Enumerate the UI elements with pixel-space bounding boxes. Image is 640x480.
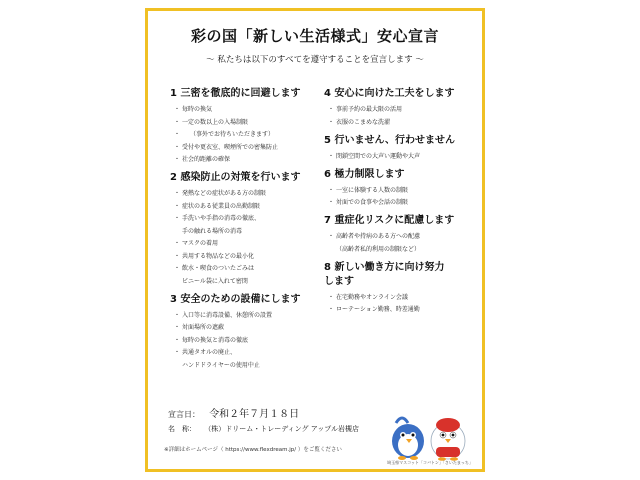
section-4 [324, 87, 474, 127]
list-item-continued: （事外でお待ちいただきます） [190, 131, 275, 138]
list-item: ・ 対面場所の遮蔽 [170, 323, 320, 332]
list-item: ・ 一室に体験する人数の制限 [324, 186, 474, 195]
list-item: ・ 一定の数以上の入場制限 [170, 118, 320, 127]
list-item: ・ 衣服のこまめな洗濯 [324, 118, 474, 127]
list-item: ・ 事前予約の最大限の活用 [324, 105, 474, 114]
list-item: ・ 症状のある従業員の出勤制限 [170, 202, 320, 211]
poster-subtitle: ～ 私たちは以下のすべてを遵守することを宣言します ～ [206, 55, 424, 65]
date-label: 宣言日： [168, 410, 200, 419]
section-5 [324, 134, 474, 161]
declaration-date [168, 405, 299, 420]
mascot-icon [382, 411, 478, 461]
list-item: ・ 飲水・喫食のついたごみは [170, 264, 320, 273]
list-item: ・ 毎時の換気 [170, 105, 320, 114]
list-item: （高齢者私的利用の制限など） [336, 245, 421, 253]
section-title: 4 安心に向けた工夫をします [324, 88, 455, 99]
list-item: ・ マスクの着用 [170, 239, 320, 248]
section-1 [170, 87, 320, 164]
list-item: ・ 閉鎖空間での大声い運動や大声 [324, 152, 474, 161]
section-title: 3 安全のための設備にします [170, 293, 301, 305]
right-column [324, 87, 474, 321]
list-item: ・ 高齢者や持病のある方への配慮 [324, 232, 474, 241]
homepage-note: ※詳細はホームページ（ https://www.flexdream.jp/ ）をご覧ください [164, 447, 342, 453]
section-title: 1 三密を徹底的に回避します [170, 88, 301, 99]
list-item: ・ 受付や更衣室、喫煙所での密集防止 [170, 143, 320, 152]
date-value: 令和２年７月１８日 [209, 409, 300, 420]
left-column [170, 87, 320, 377]
list-item: ・ 社会的距離の確保 [170, 155, 320, 164]
list-item: ・ 発熱などの症状がある方の制限 [170, 189, 320, 198]
name-label: 名 称： [168, 425, 196, 433]
section-8 [324, 261, 474, 315]
list-item: ・ 手洗いや手指の消毒の徹底、 [170, 214, 320, 223]
section-7 [324, 214, 474, 254]
section-title: 8 新しい働き方に向け努力します [324, 261, 445, 287]
list-item: ・ 在宅勤務やオンライン会議 [324, 293, 474, 302]
list-item [170, 130, 320, 139]
list-item: ・ 毎時の換気と消毒の徹底 [170, 336, 320, 345]
section-3 [170, 293, 320, 370]
section-2 [170, 171, 320, 286]
mascot-caption: 埼玉県マスコット「コバトン」「さいたまっち」 [387, 460, 473, 465]
section-title: 2 感染防止の対策を行います [170, 172, 301, 183]
section-6 [324, 168, 474, 208]
store-name [168, 424, 359, 434]
section-title: 6 極力制限します [324, 168, 405, 180]
mascot-illustration [382, 411, 478, 461]
name-value: （株）ドリーム・トレーディング アップル岩槻店 [204, 425, 359, 433]
list-item: ・ 入口等に消毒設備、休憩所の設置 [170, 311, 320, 320]
list-item: 手の触れる場所の消毒 [182, 227, 243, 235]
list-item: ・ 共通タオルの廃止、 [170, 348, 320, 357]
list-item: ハンドドライヤーの使用中止 [182, 361, 260, 369]
list-item: ・ 共用する物品などの最小化 [170, 252, 320, 261]
list-item: ビニール袋に入れて密閉 [182, 277, 248, 285]
list-item: ・ 対面での食事や会話の制限 [324, 198, 474, 207]
section-title: 7 重症化リスクに配慮します [324, 215, 455, 226]
list-item: ・ ローテーション勤務、時差通勤 [324, 305, 474, 314]
poster-title: 彩の国「新しい生活様式」安心宣言 [190, 27, 439, 45]
section-title: 5 行いません、行わせません [324, 134, 456, 146]
declaration-poster [145, 8, 485, 472]
